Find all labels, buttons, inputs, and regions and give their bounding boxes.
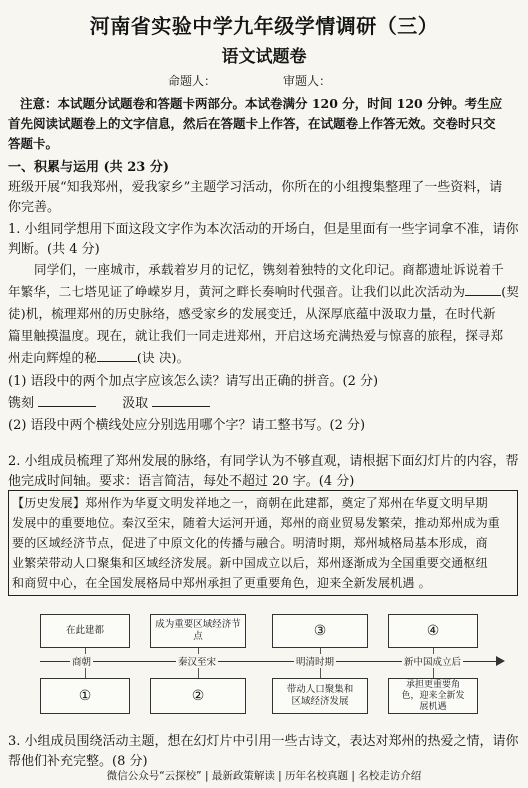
sub-question-2: (2) 语段中两个横线处应分别选用哪个字？请工整书写。(2 分) <box>8 418 366 433</box>
question-2-line-2: 他完成时间轴。要求：语言简洁，每处不超过 20 字。(4 分) <box>8 474 355 489</box>
timeline-label-1: 商朝 <box>70 654 93 668</box>
passage-line-2-tail: (契 <box>501 284 519 299</box>
timeline-label-3: 明清时期 <box>294 654 336 668</box>
notice-line-1: 注意：本试题分试题卷和答题卡两部分。本试卷满分 120 分，时间 120 分钟。考生应 <box>20 96 503 111</box>
timeline-bottom-box-4: 承担更重要角色，迎来全新发展机遇 <box>388 678 478 714</box>
footer-links[interactable]: 微信公众号“云探校” | 最新政策解读 | 历年名校真题 | 名校走访介绍 <box>106 770 422 782</box>
timeline-bottom-box-2[interactable]: ② <box>150 678 246 714</box>
answer-blank-1[interactable] <box>465 295 501 296</box>
history-line-1: 【历史发展】郑州作为华夏文明发祥地之一，商朝在此建都，奠定了郑州在华夏文明早期 <box>12 496 488 510</box>
passage-line-5-tail: (诀 决)。 <box>136 350 190 365</box>
passage-line-3: 徒)机，梳理郑州的历史脉络，感受家乡的发展变迁，从深厚底蕴中汲取力量，在时代新 <box>8 306 496 321</box>
timeline-label-4: 新中国成立后 <box>402 654 463 668</box>
passage-line-1: 同学们，一座城市，承载着岁月的记忆，镌刻着独特的文化印记。商都遗址诉说着千 <box>34 262 504 277</box>
passage-line-5 <box>8 348 189 366</box>
timeline-top-box-2: 成为重要区域经济节点 <box>150 614 246 648</box>
sub-question-1: (1) 语段中的两个加点字应该怎么读？请写出正确的拼音。(2 分) <box>8 374 379 389</box>
notice-line-2: 首先阅读试题卷上的文字信息，然后在答题卡上作答，在试题卷上作答无效。交卷时只交 <box>8 116 496 131</box>
passage-line-2 <box>8 282 519 300</box>
pinyin-answer-row <box>8 392 210 411</box>
pinyin-blank-a[interactable] <box>38 406 96 407</box>
exam-title: 河南省实验中学九年级学情调研（三） <box>89 14 439 38</box>
history-line-2: 发展中的重要地位。秦汉至宋，随着大运河开通，郑州的商业贸易发繁荣，推动郑州成为重 <box>12 516 501 530</box>
pinyin-blank-b[interactable] <box>152 406 210 407</box>
timeline-top-box-4[interactable]: ④ <box>388 614 478 648</box>
question-3-line-1: 3. 小组成员围绕活动主题，想在幻灯片中引用一些古诗文，表达对郑州的热爱之情，请你 <box>8 734 519 749</box>
exam-subtitle: 语文试题卷 <box>221 47 307 67</box>
section-heading: 一、积累与运用 (共 23 分) <box>8 160 169 175</box>
question-2-line-1: 2. 小组成员梳理了郑州发展的脉络，有同学认为不够直观，请根据下面幻灯片的内容，帮 <box>8 454 519 469</box>
word-a: 镌刻 <box>8 396 35 411</box>
timeline-label-2: 秦汉至宋 <box>176 654 218 668</box>
passage-line-5-text: 州走向辉煌的秘 <box>8 350 97 365</box>
question-1-line-1: 1. 小组同学想用下面这段文字作为本次活动的开场白，但是里面有一些字词拿不准，请你 <box>8 222 519 237</box>
question-3-line-2: 帮他们补充完整。(8 分) <box>8 754 148 769</box>
history-line-5: 和商贸中心，在全国发展格局中郑州承担了更重要角色，迎来全新发展机遇 。 <box>12 576 431 590</box>
answer-blank-2[interactable] <box>97 361 137 362</box>
question-1-line-2: 判断。(共 4 分) <box>8 242 100 257</box>
reviewer-label: 审题人： <box>283 74 332 88</box>
timeline-bottom-box-1[interactable]: ① <box>40 678 130 714</box>
word-b: 汲取 <box>122 396 149 411</box>
timeline-top-box-3[interactable]: ③ <box>272 614 368 648</box>
passage-line-4: 篇里触摸温度。现在，就让我们一同走进郑州，开启这场充满热爱与惊喜的旅程，探寻郑 <box>8 328 504 343</box>
history-line-4: 业繁荣带动人口聚集和区域经济发展。新中国成立以后，郑州逐渐成为全国重要交通枢纽 <box>12 556 488 570</box>
intro-line-1: 班级开展“知我郑州，爱我家乡”主题学习活动，你所在的小组搜集整理了一些资料，请 <box>8 180 503 195</box>
timeline-bottom-box-3: 带动人口聚集和区域经济发展 <box>272 678 368 714</box>
intro-line-2: 你完善。 <box>8 200 61 215</box>
proposer-label: 命题人： <box>168 74 217 88</box>
passage-line-2-text: 年繁华，二七塔见证了峥嵘岁月，黄河之畔长奏响时代强音。让我们以此次活动为 <box>8 284 466 299</box>
notice-line-3: 答题卡。 <box>8 136 59 151</box>
timeline-top-box-1: 在此建都 <box>40 614 130 648</box>
history-line-3: 要的区域经济节点，促进了中原文化的传播与融合。明清时期，郑州城格局基本形成，商 <box>12 536 488 550</box>
timeline-arrow-icon <box>496 656 505 666</box>
